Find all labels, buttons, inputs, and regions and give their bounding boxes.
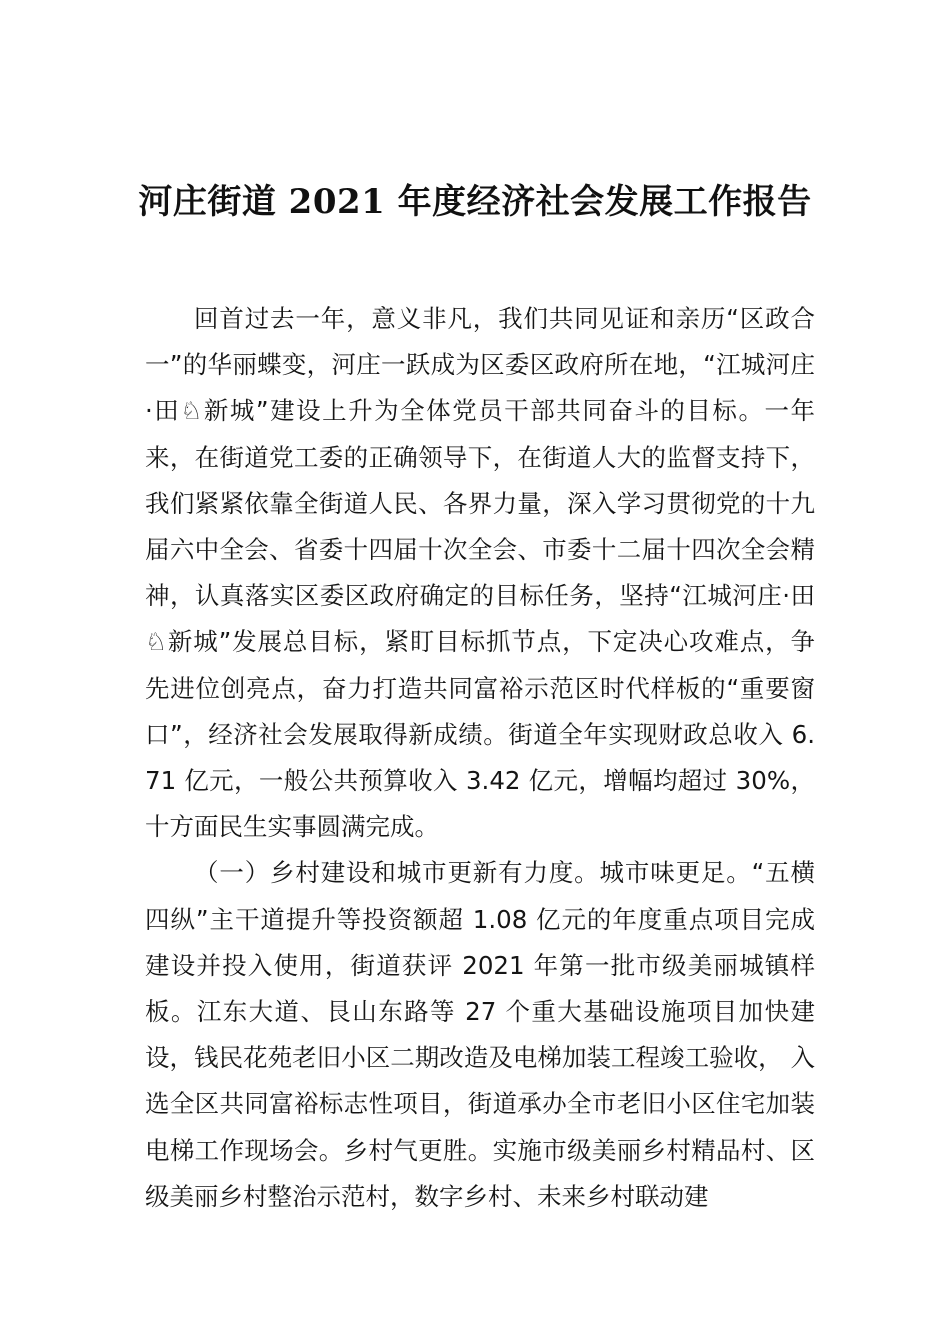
paragraph-intro: 回首过去一年，意义非凡，我们共同见证和亲历“区政合一”的华丽蝶变，河庄一跃成为区委区政府所在地，“江城河庄·田♘新城”建设上升为全体党员干部共同奋斗的目标。一年来，在街道党工委的正确领导下，在街道人大的监督支持下，我们紧紧依靠全街道人民、各界力量，深入学习贯彻党的十九届六中全会、省委十四届十次全会、市委十二届十四次全会精神，认真落实区委区政府确定的目标任务，坚持“江城河庄·田♘新城”发展总目标，紧盯目标抓节点，下定决心攻难点，争先进位创亮点，奋力打造共同富裕示范区时代样板的“重要窗口”，经济社会发展取得新成绩。街道全年实现财政总收入 6.71 亿元，一般公共预算收入 3.42 亿元，增幅均超过 30%，十方面民生实事圆满完成。 bbox=[145, 304, 815, 842]
document-title: 河庄街道 2021 年度经济社会发展工作报告 bbox=[138, 182, 812, 222]
document-body bbox=[145, 296, 815, 1220]
paragraph-section-1: （一）乡村建设和城市更新有力度。城市味更足。“五横四纵”主干道提升等投资额超 1.08 亿元的年度重点项目完成建设并投入使用，街道获评 2021 年第一批市级美丽城镇样板。江东大道、艮山东路等 27 个重大基础设施项目加快建设，钱民花苑老旧小区二期改造及电梯加装工程竣工验收， 入选全区共同富裕标志性项目，街道承办全市老旧小区住宅加装电梯工作现场会。乡村气更胜。实施市级美丽乡村精品村、区级美丽乡村整治示范村，数字乡村、未来乡村联动建 bbox=[145, 858, 815, 1211]
